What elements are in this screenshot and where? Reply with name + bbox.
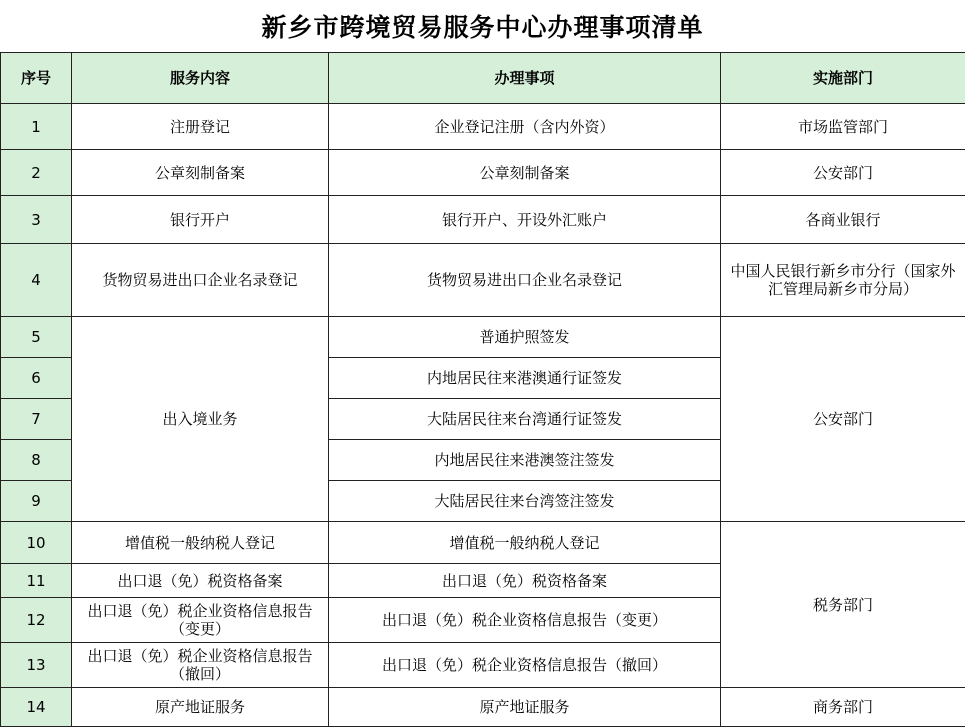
row-handling-item: 普通护照签发 (329, 317, 721, 358)
row-seq: 10 (1, 522, 72, 564)
row-handling-item: 出口退（免）税企业资格信息报告（撤回） (329, 643, 721, 688)
row-department: 公安部门 (721, 150, 965, 196)
row-service-content: 出口退（免）税资格备案 (72, 564, 329, 598)
header-service-content: 服务内容 (72, 53, 329, 104)
row-service-content: 原产地证服务 (72, 688, 329, 727)
row-handling-item: 大陆居民往来台湾通行证签发 (329, 399, 721, 440)
row-service-content: 出口退（免）税企业资格信息报告（撤回） (72, 643, 329, 688)
row-department: 各商业银行 (721, 196, 965, 244)
row-seq: 4 (1, 244, 72, 317)
row-service-content: 货物贸易进出口企业名录登记 (72, 244, 329, 317)
row-handling-item: 银行开户、开设外汇账户 (329, 196, 721, 244)
header-department: 实施部门 (721, 53, 965, 104)
table-row (1, 196, 965, 244)
row-handling-item: 出口退（免）税资格备案 (329, 564, 721, 598)
row-service-content: 银行开户 (72, 196, 329, 244)
row-department: 中国人民银行新乡市分行（国家外汇管理局新乡市分局） (721, 244, 965, 317)
table-row (1, 104, 965, 150)
row-seq: 2 (1, 150, 72, 196)
row-seq: 6 (1, 358, 72, 399)
row-seq: 9 (1, 481, 72, 522)
row-department: 公安部门 (721, 317, 965, 522)
row-handling-item: 内地居民往来港澳通行证签发 (329, 358, 721, 399)
row-service-content: 出入境业务 (72, 317, 329, 522)
row-seq: 13 (1, 643, 72, 688)
table-row (1, 317, 965, 358)
table-row (1, 150, 965, 196)
row-seq: 8 (1, 440, 72, 481)
row-handling-item: 出口退（免）税企业资格信息报告（变更） (329, 598, 721, 643)
header-handling-item: 办理事项 (329, 53, 721, 104)
table-header-row (1, 53, 965, 104)
row-department: 税务部门 (721, 522, 965, 688)
row-service-content: 注册登记 (72, 104, 329, 150)
row-handling-item: 原产地证服务 (329, 688, 721, 727)
row-seq: 7 (1, 399, 72, 440)
header-seq: 序号 (1, 53, 72, 104)
row-seq: 14 (1, 688, 72, 727)
row-department: 商务部门 (721, 688, 965, 727)
row-seq: 12 (1, 598, 72, 643)
row-service-content: 增值税一般纳税人登记 (72, 522, 329, 564)
row-handling-item: 增值税一般纳税人登记 (329, 522, 721, 564)
row-seq: 1 (1, 104, 72, 150)
row-handling-item: 大陆居民往来台湾签注签发 (329, 481, 721, 522)
row-department: 市场监管部门 (721, 104, 965, 150)
row-handling-item: 公章刻制备案 (329, 150, 721, 196)
row-seq: 11 (1, 564, 72, 598)
table-row (1, 244, 965, 317)
row-service-content: 公章刻制备案 (72, 150, 329, 196)
row-handling-item: 企业登记注册（含内外资） (329, 104, 721, 150)
page-title: 新乡市跨境贸易服务中心办理事项清单 (0, 0, 965, 53)
table-row (1, 688, 965, 727)
row-seq: 3 (1, 196, 72, 244)
row-handling-item: 内地居民往来港澳签注签发 (329, 440, 721, 481)
row-service-content: 出口退（免）税企业资格信息报告（变更） (72, 598, 329, 643)
table-row (1, 522, 965, 564)
row-handling-item: 货物贸易进出口企业名录登记 (329, 244, 721, 317)
service-items-table (0, 52, 965, 727)
row-seq: 5 (1, 317, 72, 358)
